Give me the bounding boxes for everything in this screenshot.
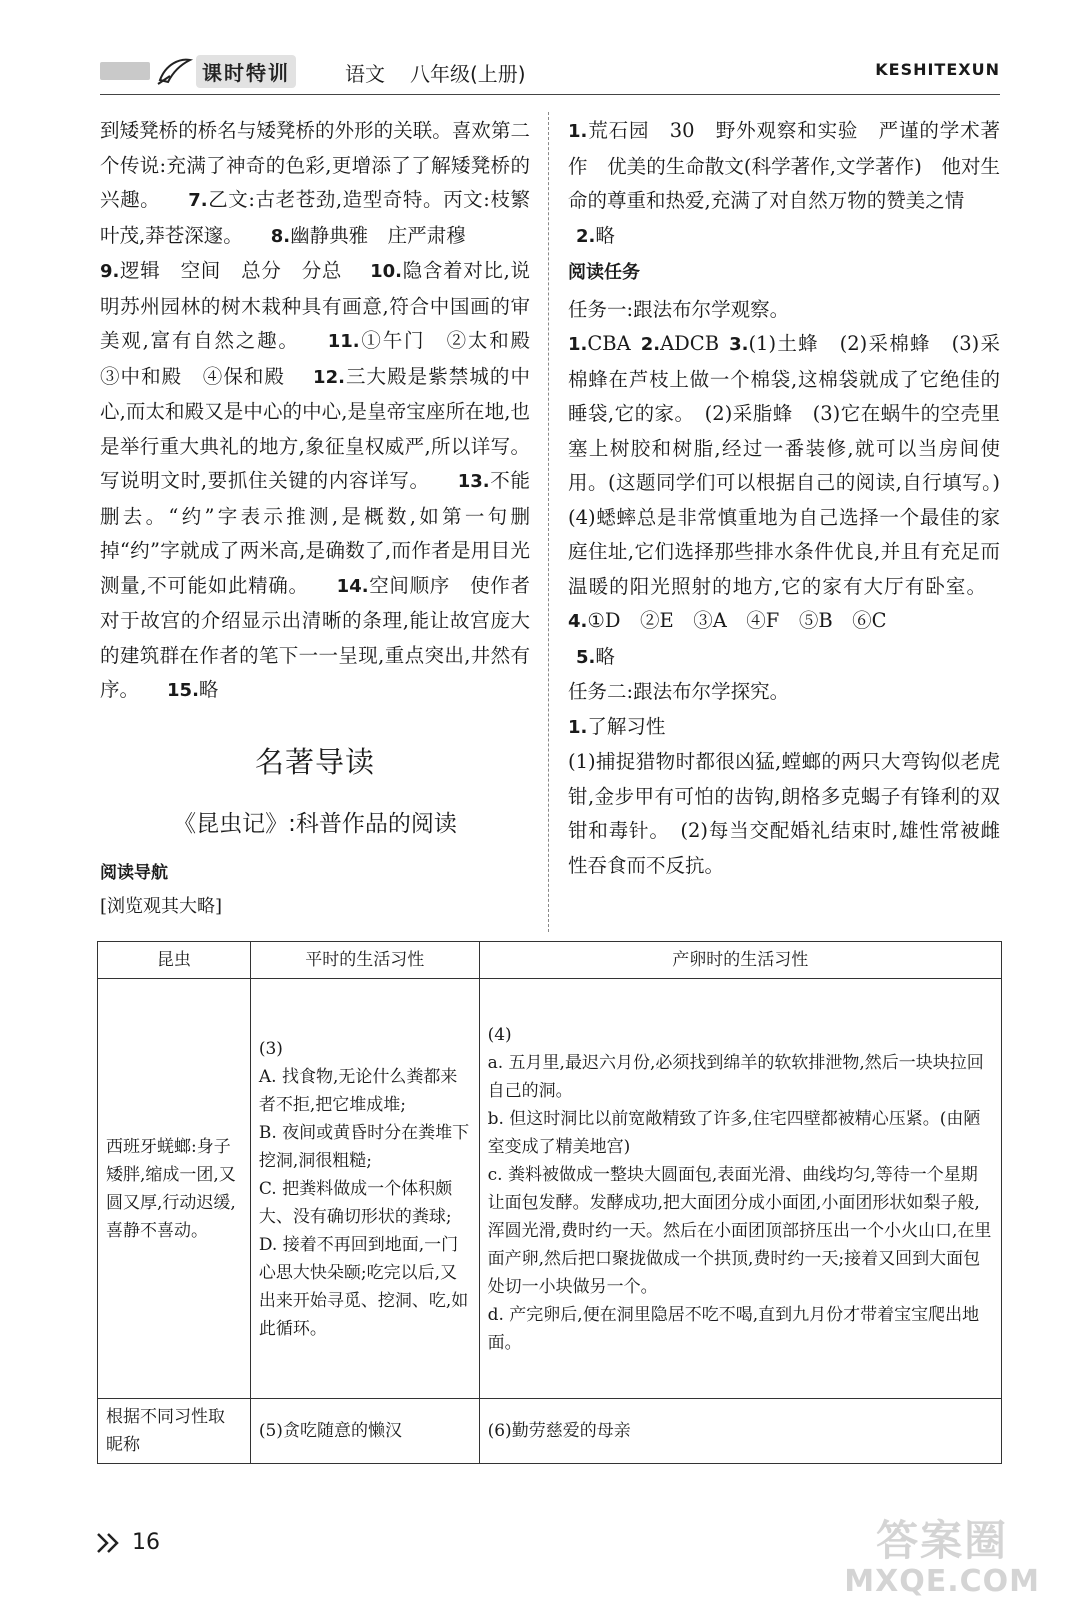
table-header-row	[98, 942, 1002, 979]
cell-line: (4)	[487, 1024, 512, 1045]
logo-bar	[100, 62, 150, 80]
answer-text: 到矮凳桥的桥名与矮凳桥的外形的关联。喜欢第二个传说:充满了神奇的色彩,更增添了了解矮凳桥的兴趣。	[100, 119, 530, 211]
column-header: 平时的生活习性	[250, 942, 479, 979]
question-number: 1.	[568, 121, 588, 142]
brand-english: KESHITEXUN	[875, 60, 1000, 79]
right-column	[568, 114, 1020, 883]
table-row	[98, 1399, 1002, 1464]
answer-block	[100, 114, 530, 254]
answer-text: 不能删去。“约”字表示推测,是概数,如第一句删掉“约”字就成了两米高,是确数了,而作者是用目光测量,不可能如此精确。	[100, 469, 530, 597]
question-number: 5.	[576, 646, 596, 668]
answer-text: ADCB	[660, 332, 720, 355]
answer-text: 空间顺序 使作者对于故宫的介绍显示出清晰的条理,能让故宫庞大的建筑群在作者的笔下一一呈现,重点突出,井然有序。	[100, 573, 530, 701]
answer-text: 幽静典雅 庄严肃穆	[290, 223, 466, 247]
brand-name: 课时特训	[196, 55, 296, 88]
laying-habits-cell	[479, 979, 1001, 1399]
cell-line: A. 找食物,无论什么粪都来者不拒,把它堆成堆;	[258, 1066, 458, 1115]
reading-nav-heading: 阅读导航	[100, 862, 168, 883]
question-number: 9.	[100, 261, 120, 282]
question-number: 14.	[336, 575, 369, 597]
cell-line: b. 但这时洞比以前宽敞精致了许多,住宅四壁都被精心压紧。(由陋室变成了精美地宫)	[487, 1108, 981, 1157]
cell-line: B. 夜间或黄昏时分在粪堆下挖洞,洞很粗糙;	[258, 1122, 470, 1171]
nickname-label-cell: 根据不同习性取昵称	[98, 1399, 251, 1464]
double-chevron-right-icon	[96, 1532, 124, 1554]
cell-line: a. 五月里,最迟六月份,必须找到绵羊的软软排泄物,然后一块块拉回自己的洞。	[487, 1052, 984, 1101]
answer-block	[568, 327, 1020, 640]
cell-line: D. 接着不再回到地面,一门心思大快朵颐;吃完以后,又出来开始寻觅、挖洞、吃,如此循环。	[258, 1234, 469, 1339]
watermark	[844, 1508, 1040, 1599]
task-heading: 阅读任务	[568, 262, 640, 283]
answer-block	[568, 219, 1000, 255]
question-number: 10.	[370, 261, 402, 282]
brand-logo	[100, 52, 296, 90]
nickname-daily-cell: (5)贪吃随意的懒汉	[250, 1399, 479, 1464]
reading-nav-subheading: [浏览观其大略]	[100, 896, 223, 917]
insect-cell: 西班牙蜣螂:身子矮胖,缩成一团,又圆又厚,行动迟缓,喜静不喜动。	[98, 979, 251, 1399]
page-header	[100, 52, 1000, 92]
answer-text: 略	[595, 223, 615, 247]
question-number: 7.	[188, 190, 208, 211]
answer-text: (1)捕捉猎物时都很凶猛,螳螂的两只大弯钩似老虎钳,金步甲有可怕的齿钩,朗格多克蝎子有锋利的双钳和毒针。 (2)每当交配婚礼结束时,雄性常被雌性吞食而不反抗。	[568, 750, 1000, 877]
answer-text: 荒石园 30 野外观察和实验 严谨的学术著作 优美的生命散文(科学著作,文学著作) 他对生命的尊重和热爱,充满了对自然万物的赞美之情	[568, 119, 1000, 212]
cell-line: d. 产完卵后,便在洞里隐居不吃不喝,直到九月份才带着宝宝爬出地面。	[487, 1304, 980, 1353]
answer-text: 了解习性	[587, 714, 666, 738]
question-number: 3.	[729, 334, 749, 355]
cell-line: c. 粪料被做成一整块大圆面包,表面光滑、曲线均匀,等待一个星期让面包发酵。发酵成功,把大面团分成小面团,小面团形状如梨子般,浑圆光滑,费时约一天。然后在小面团顶部挤压出一个小火山口,在里面产卵,然后把口聚拢做成一个拱顶,费时约一天;接着又回到大面包处切一小块做另一个。	[487, 1164, 992, 1297]
question-number: 2.	[576, 225, 596, 247]
grade-label: 八年级(上册)	[410, 62, 526, 86]
cell-line: C. 把粪料做成一个体积颇大、没有确切形状的粪球;	[258, 1178, 453, 1227]
question-number: 11.	[327, 331, 360, 352]
question-number: 8.	[270, 225, 291, 247]
question-number: 4.	[568, 611, 588, 632]
table-row	[98, 979, 1002, 1399]
answer-text: CBA	[587, 332, 631, 355]
task-title: 任务二:跟法布尔学探究。	[568, 680, 790, 703]
page-footer	[96, 1530, 160, 1555]
answer-block	[568, 114, 1000, 219]
answer-text: 略	[595, 644, 615, 668]
header-rule	[100, 94, 1000, 95]
pen-logo-icon	[156, 54, 194, 88]
page-number: 16	[132, 1530, 160, 1555]
column-header: 产卵时的生活习性	[479, 942, 1001, 979]
answer-block	[568, 710, 1000, 746]
watermark-english: MXQE.COM	[844, 1564, 1040, 1599]
question-number: 15.	[167, 680, 199, 701]
question-number: 1.	[568, 334, 588, 355]
left-column	[100, 114, 550, 925]
answer-block	[568, 640, 1000, 676]
answer-text: ①午门 ②太和殿 ③中和殿 ④保和殿	[100, 329, 550, 388]
cell-line: (3)	[258, 1038, 283, 1059]
answer-block	[100, 254, 550, 709]
watermark-chinese: 答案圈	[876, 1516, 1009, 1565]
answer-text: 三大殿是紫禁城的中心,而太和殿又是中心的中心,是皇帝宝座所在地,也是举行重大典礼的地方,象征皇权威严,所以详写。写说明文时,要抓住关键的内容详写。	[100, 364, 530, 492]
task-title: 任务一:跟法布尔学观察。	[568, 297, 790, 321]
answer-text: ①D ②E ③A ④F ⑤B ⑥C	[587, 609, 887, 632]
answer-text: 略	[198, 678, 219, 701]
column-divider	[548, 112, 549, 932]
question-number: 1.	[568, 716, 588, 738]
question-number: 12.	[313, 366, 345, 388]
column-header: 昆虫	[98, 942, 251, 979]
section-title: 名著导读	[254, 744, 375, 779]
question-number: 2.	[640, 334, 661, 355]
question-number: 13.	[457, 471, 490, 492]
answer-text: (1)土蜂 (2)采棉蜂 (3)采棉蜂在芦枝上做一个棉袋,这棉袋就成了它绝佳的睡袋,它的家。 (2)采脂蜂 (3)它在蜗牛的空壳里塞上树胶和树脂,经过一番装修,就可以当房间使用。(这题同学们可以根据自己的阅读,自行填写。) (4)蟋蟀总是非常慎重地为自己选择一个最佳的家庭住址,它们选择那些排水条件优良,并且有充足而温暖的阳光照射的地方,它的家有大厅有卧室。	[568, 332, 1020, 598]
answer-text: 乙文:古老苍劲,造型奇特。丙文:枝繁叶茂,莽苍深邃。	[100, 188, 530, 247]
insect-habits-table	[97, 941, 1002, 1464]
daily-habits-cell	[250, 979, 479, 1399]
nickname-laying-cell: (6)勤劳慈爱的母亲	[479, 1399, 1001, 1464]
section-subtitle: 《昆虫记》:科普作品的阅读	[173, 811, 457, 837]
answer-text: 隐含着对比,说明苏州园林的树木栽种具有画意,符合中国画的审美观,富有自然之趣。	[100, 259, 530, 352]
subject-label: 语文	[345, 62, 385, 86]
answer-text: 逻辑 空间 总分 分总	[119, 259, 343, 282]
